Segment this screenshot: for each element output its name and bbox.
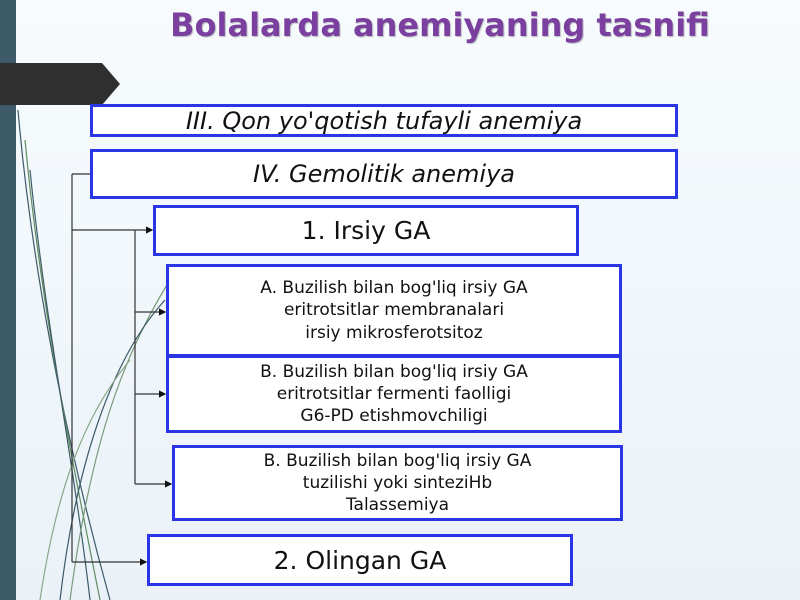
box-gemolitik: IV. Gemolitik anemiya: [90, 149, 678, 199]
box-talassemiya-line1: B. Buzilish bilan bog'liq irsiy GA: [263, 450, 532, 471]
box-talassemiya: [172, 445, 623, 521]
box-ferment-line1: B. Buzilish bilan bog'liq irsiy GA: [260, 361, 528, 382]
slide-title: Bolalarda anemiyaning tasnifi: [170, 6, 710, 44]
box-membrana-line1: A. Buzilish bilan bog'liq irsiy GA: [260, 278, 528, 299]
box-membrana-line2: eritrotsitlar membranalari: [283, 300, 505, 321]
box-olingan-ga: 2. Olingan GA: [147, 534, 573, 586]
box-talassemiya-line3: Talassemiya: [345, 495, 450, 516]
box-talassemiya-line2: tuzilishi yoki sinteziHb: [302, 472, 493, 493]
box-ferment: [166, 355, 622, 433]
box-membrana-line3: irsiy mikrosferotsitoz: [305, 322, 483, 343]
box-qon-yoqotish: III. Qon yo'qotish tufayli anemiya: [90, 104, 678, 137]
box-membrana: [166, 264, 622, 357]
box-irsiy-ga: 1. Irsiy GA: [153, 205, 579, 256]
box-ferment-line2: eritrotsitlar fermenti faolligi: [276, 383, 512, 404]
box-ferment-line3: G6-PD etishmovchiligi: [300, 406, 488, 427]
